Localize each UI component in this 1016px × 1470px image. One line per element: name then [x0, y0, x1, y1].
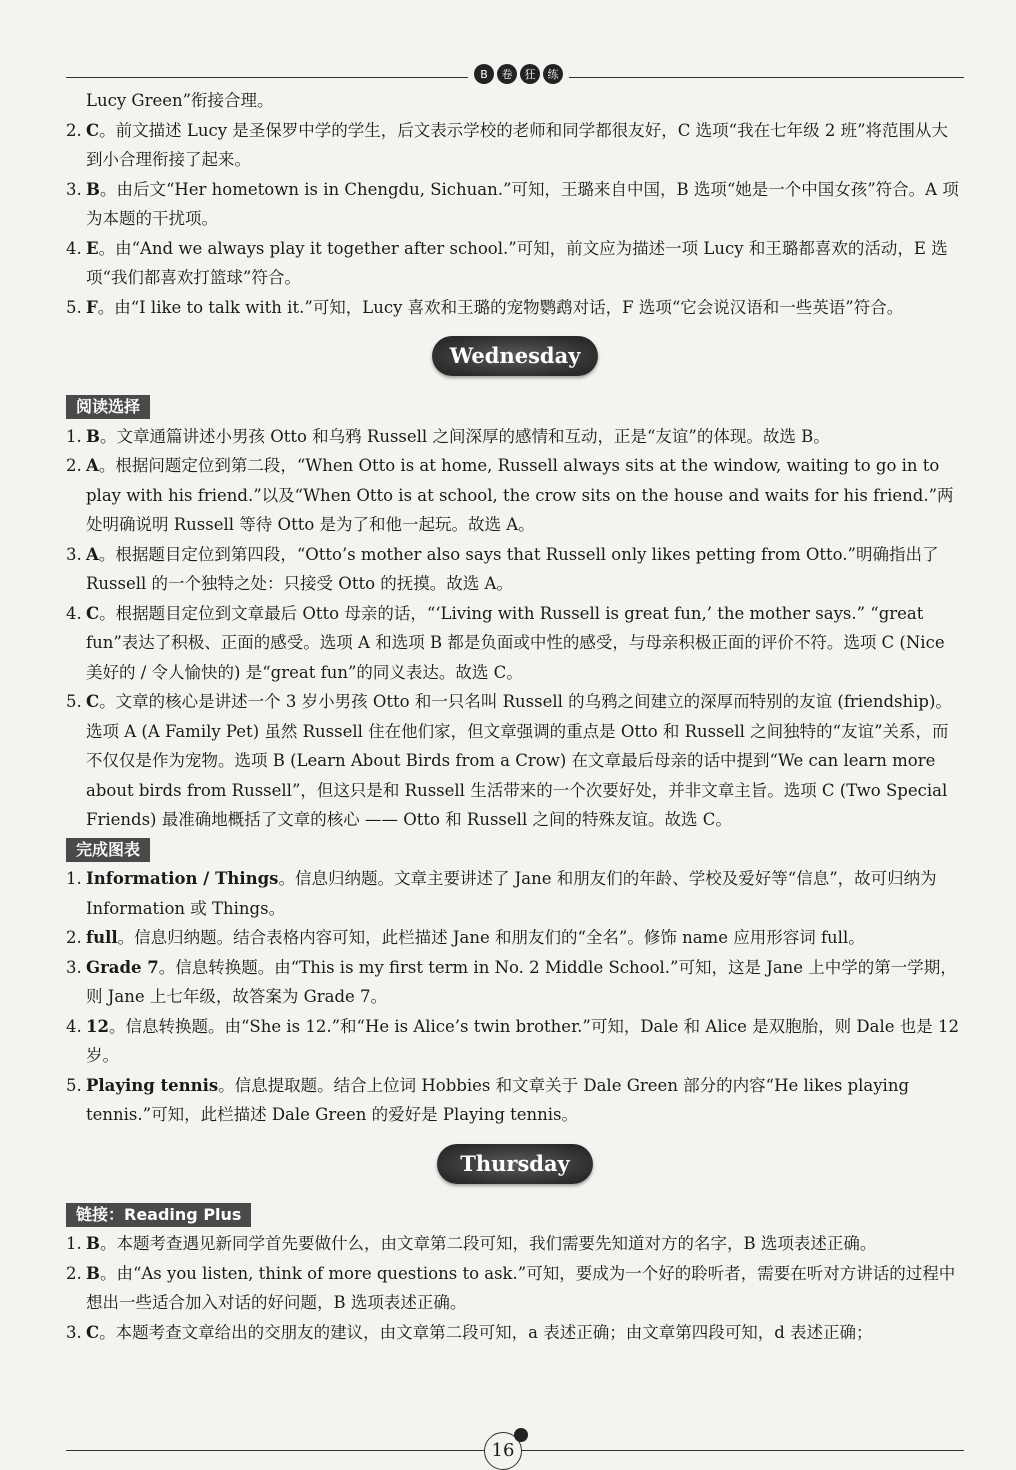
- header-badge: [468, 64, 569, 84]
- item-number: 1.: [66, 426, 82, 446]
- item-number: 4.: [66, 1016, 82, 1036]
- answer-item: [66, 599, 964, 688]
- header-badge-char: 练: [543, 64, 563, 84]
- page-dot-icon: [514, 1428, 528, 1442]
- page-number: 16: [484, 1432, 522, 1470]
- section-label-chart: 完成图表: [66, 838, 150, 862]
- answer-item: [66, 1318, 964, 1348]
- answer-item: [66, 1229, 964, 1259]
- item-number: 1.: [66, 869, 82, 888]
- day-title-wednesday: Wednesday: [432, 336, 599, 376]
- item-explanation: 。前文描述 Lucy 是圣保罗中学的学生，后文表示学校的老师和同学都很友好，C 选项“我在七年级 2 班”将范围从大到小合理衔接了起来。: [86, 120, 949, 169]
- item-number: 2.: [66, 928, 82, 947]
- day-title-thursday: Thursday: [437, 1144, 593, 1184]
- item-explanation: 。根据问题定位到第二段，“When Otto is at home, Russell always sits at the window, waiting to go in to play with his friend.”以及“When Otto is at school, the crow sits on the house and waits for his friend.”两处明确说明 Russell 等待 Otto 是为了和他一起玩。故选 A。: [86, 456, 954, 534]
- item-answer: B: [86, 426, 100, 446]
- answer-content: [66, 86, 964, 1347]
- item-explanation: 。文章的核心是讲述一个 3 岁小男孩 Otto 和一只名叫 Russell 的乌鸦之间建立的深厚而特别的友谊 (friendship)。选项 A (A Family Pet) 虽然 Russell 住在他们家，但文章强调的重点是 Otto 和 Russell 之间独特的“友谊”关系，而不仅仅是作为宠物。选项 B (Learn About Birds from a Crow) 在文章最后母亲的话中提到“We can learn more about birds from Russell”，但这只是和 Russell 生活带来的一个次要好处，并非文章主旨。选项 C (Two Special Friends) 最准确地概括了文章的核心 —— Otto 和 Russell 之间的特殊友谊。故选 C。: [86, 692, 952, 829]
- item-number: 3.: [66, 1322, 82, 1342]
- item-number: 1.: [66, 1234, 82, 1253]
- answer-item: [66, 864, 964, 923]
- answer-item: [66, 234, 964, 293]
- item-answer: B: [86, 179, 100, 199]
- item-number: 2.: [66, 1263, 82, 1283]
- reading-plus-items: [66, 1229, 964, 1347]
- top-items: [66, 116, 964, 323]
- answer-item: [66, 1012, 964, 1071]
- item-answer: F: [86, 297, 98, 317]
- answer-item: [66, 540, 964, 599]
- answer-item: [66, 687, 964, 835]
- answer-item: [66, 422, 964, 452]
- item-answer: Playing tennis: [86, 1075, 219, 1095]
- chart-items: [66, 864, 964, 1130]
- header-badge-char: B: [474, 64, 494, 84]
- item-explanation: 。由“And we always play it together after school.”可知，前文应为描述一项 Lucy 和王璐都喜欢的活动，E 选项“我们都喜欢打篮球”符合。: [86, 238, 948, 287]
- item-number: 5.: [66, 297, 82, 317]
- item-number: 4.: [66, 238, 82, 258]
- item-answer: A: [86, 456, 99, 475]
- item-number: 4.: [66, 603, 82, 623]
- continuation-line: Lucy Green”衔接合理。: [86, 91, 274, 110]
- item-answer: 12: [86, 1016, 109, 1036]
- item-answer: full: [86, 928, 118, 947]
- item-answer: C: [86, 120, 100, 140]
- item-answer: A: [86, 544, 99, 564]
- item-answer: C: [86, 692, 100, 711]
- item-answer: Information / Things: [86, 869, 279, 888]
- thursday-header: [66, 1144, 964, 1184]
- item-explanation: 。由后文“Her hometown is in Chengdu, Sichuan.”可知，王璐来自中国，B 选项“她是一个中国女孩”符合。A 项为本题的干扰项。: [86, 179, 959, 228]
- item-explanation: 。本题考查文章给出的交朋友的建议，由文章第二段可知，a 表述正确；由文章第四段可知，d 表述正确；: [99, 1322, 873, 1342]
- answer-item: [66, 1071, 964, 1130]
- item-explanation: 。由“I like to talk with it.”可知，Lucy 喜欢和王璐的宠物鹦鹉对话，F 选项“它会说汉语和一些英语”符合。: [97, 297, 904, 317]
- item-number: 5.: [66, 1075, 82, 1095]
- item-explanation: 。信息归纳题。结合表格内容可知，此栏描述 Jane 和朋友们的“全名”。修饰 name 应用形容词 full。: [117, 928, 865, 947]
- item-explanation: 。文章通篇讲述小男孩 Otto 和乌鸦 Russell 之间深厚的感情和互动，正是“友谊”的体现。故选 B。: [99, 426, 830, 446]
- item-number: 2.: [66, 456, 82, 475]
- item-explanation: 。根据题目定位到文章最后 Otto 母亲的话，“‘Living with Russell is great fun,’ the mother says.” “great fun”表达了积极、正面的感受。选项 A 和选项 B 都是负面或中性的感受，与母亲积极正面的评价不符。选项 C (Nice 美好的 / 令人愉快的) 是“great fun”的同义表达。故选 C。: [86, 603, 945, 682]
- answer-item: [66, 451, 964, 540]
- item-explanation: 。信息转换题。由“She is 12.”和“He is Alice’s twin brother.”可知，Dale 和 Alice 是双胞胎，则 Dale 也是 12 岁。: [86, 1016, 959, 1065]
- answer-item: [66, 175, 964, 234]
- answer-item: [66, 116, 964, 175]
- item-answer: Grade 7: [86, 957, 159, 977]
- item-number: 2.: [66, 120, 82, 140]
- item-explanation: 。信息转换题。由“This is my first term in No. 2 Middle School.”可知，这是 Jane 上中学的第一学期，则 Jane 上七年级，故答案为 Grade 7。: [86, 957, 957, 1006]
- item-number: 5.: [66, 692, 82, 711]
- section-label-reading-plus: 链接：Reading Plus: [66, 1203, 251, 1227]
- header-badge-char: 卷: [497, 64, 517, 84]
- item-answer: C: [86, 1322, 100, 1342]
- item-explanation: 。信息提取题。结合上位词 Hobbies 和文章关于 Dale Green 部分的内容“He likes playing tennis.”可知，此栏描述 Dale Green 的爱好是 Playing tennis。: [86, 1075, 910, 1124]
- answer-item: [66, 1259, 964, 1318]
- item-explanation: 。信息归纳题。文章主要讲述了 Jane 和朋友们的年龄、学校及爱好等“信息”，故可归纳为 Information 或 Things。: [86, 869, 937, 918]
- item-number: 3.: [66, 957, 82, 977]
- item-answer: C: [86, 603, 100, 623]
- answer-item: [66, 953, 964, 1012]
- answer-item: [66, 293, 964, 323]
- wednesday-header: [66, 336, 964, 376]
- item-explanation: 。根据题目定位到第四段，“Otto’s mother also says that Russell only likes petting from Otto.”明确指出了 Russell 的一个独特之处：只接受 Otto 的抚摸。故选 A。: [86, 544, 939, 593]
- item-number: 3.: [66, 544, 82, 564]
- item-explanation: 。本题考查遇见新同学首先要做什么，由文章第二段可知，我们需要先知道对方的名字，B 选项表述正确。: [99, 1234, 877, 1253]
- item-number: 3.: [66, 179, 82, 199]
- item-explanation: 。由“As you listen, think of more questions to ask.”可知，要成为一个好的聆听者，需要在听对方讲话的过程中想出一些适合加入对话的好问题，B 选项表述正确。: [86, 1263, 956, 1312]
- item-answer: B: [86, 1234, 100, 1253]
- answer-item: [66, 923, 964, 953]
- section-label-reading: 阅读选择: [66, 395, 150, 419]
- reading-items: [66, 422, 964, 835]
- item-answer: E: [86, 238, 99, 258]
- item-answer: B: [86, 1263, 100, 1283]
- header-badge-char: 狂: [520, 64, 540, 84]
